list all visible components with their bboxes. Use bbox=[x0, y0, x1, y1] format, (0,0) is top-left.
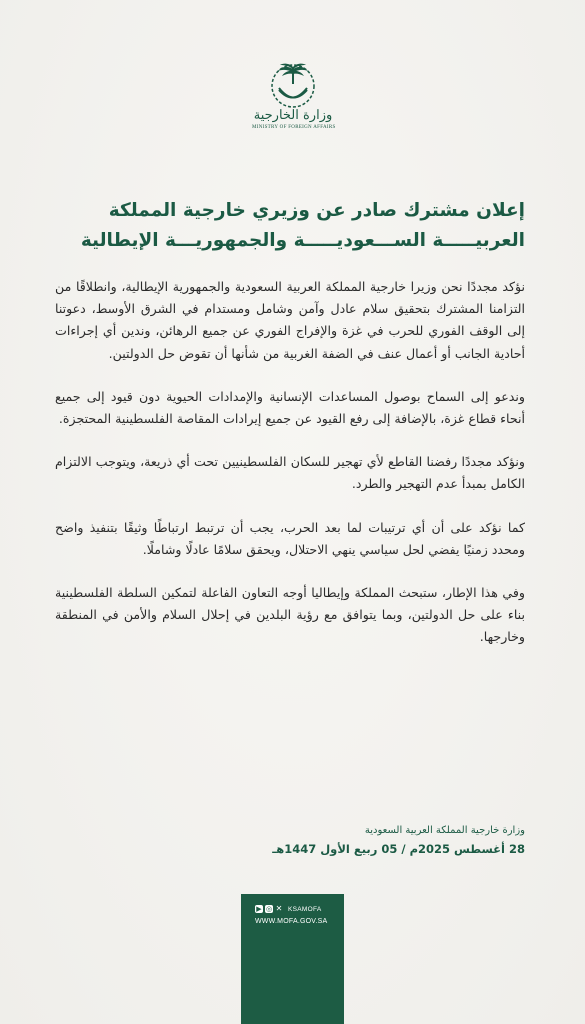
instagram-icon[interactable]: ◎ bbox=[265, 905, 273, 913]
paragraph-4: كما نؤكد على أن أي ترتيبات لما بعد الحرب، يجب أن ترتبط ارتباطًا وثيقًا بتنفيذ واضح ومحدد زمنيًا يفضي لحل سياسي ينهي الاحتلال، ويحقق سلامًا عادلًا وشاملًا. bbox=[55, 519, 525, 557]
signature-block bbox=[55, 822, 525, 858]
emblem-icon bbox=[269, 62, 317, 108]
logo-english-text: MINISTRY OF FOREIGN AFFAIRS bbox=[252, 125, 336, 130]
social-links bbox=[255, 904, 322, 914]
paragraph-3: ونؤكد مجددًا رفضنا القاطع لأي تهجير للسكان الفلسطينيين تحت أي ذريعة، ويتوجب الالتزام الكامل بمبدأ عدم التهجير والطرد. bbox=[55, 454, 525, 492]
paragraph-1: نؤكد مجددًا نحن وزيرا خارجية المملكة العربية السعودية والجمهورية الإيطالية، وانطلاقًا من التزامنا المشترك بتحقيق سلام عادل وآمن وشامل ومستدام في الشرق الأوسط، دعوتنا إلى الوقف الفوري للحرب في غزة والإفراج الفوري عن جميع الرهائن، وندين أي إجراءات أحادية الجانب أو أعمال عنف في الضفة الغربية من شأنها أن تقوض حل الدولتين. bbox=[55, 279, 525, 361]
title-line-2: العربيـــــة الســـعوديـــــة والجمهوريـــة الإيطالية bbox=[80, 230, 525, 251]
footer-panel bbox=[241, 894, 344, 1024]
statement-title bbox=[55, 196, 525, 256]
social-handle[interactable]: KSAMOFA bbox=[288, 905, 322, 913]
x-icon[interactable]: ✕ bbox=[275, 904, 283, 913]
youtube-icon[interactable]: ▶ bbox=[256, 905, 262, 913]
title-line-1: إعلان مشترك صادر عن وزيري خارجية المملكة bbox=[108, 200, 525, 221]
signature-org: وزارة خارجية المملكة العربية السعودية bbox=[364, 825, 525, 836]
paragraph-2: وندعو إلى السماح بوصول المساعدات الإنسانية والإمدادات الحيوية دون قيود إلى جميع أنحاء قطاع غزة، بالإضافة إلى رفع القيود عن جميع إيرادات المقاصة الفلسطينية المحتجزة. bbox=[55, 388, 525, 427]
ministry-logo bbox=[252, 62, 334, 147]
website-link[interactable]: WWW.MOFA.GOV.SA bbox=[255, 918, 328, 925]
signature-date: 28 أغسطس 2025م / 05 ربيع الأول 1447هـ bbox=[272, 842, 525, 856]
logo-arabic-text: وزارة الخارجية bbox=[253, 108, 333, 123]
paragraph-5: وفي هذا الإطار، ستبحث المملكة وإيطاليا أوجه التعاون الفاعلة لتمكين السلطة الفلسطينية بناء على حل الدولتين، وبما يتوافق مع رؤية البلدين في إحلال السلام والأمن في المنطقة وخارجها. bbox=[55, 585, 525, 645]
statement-body bbox=[55, 276, 525, 670]
